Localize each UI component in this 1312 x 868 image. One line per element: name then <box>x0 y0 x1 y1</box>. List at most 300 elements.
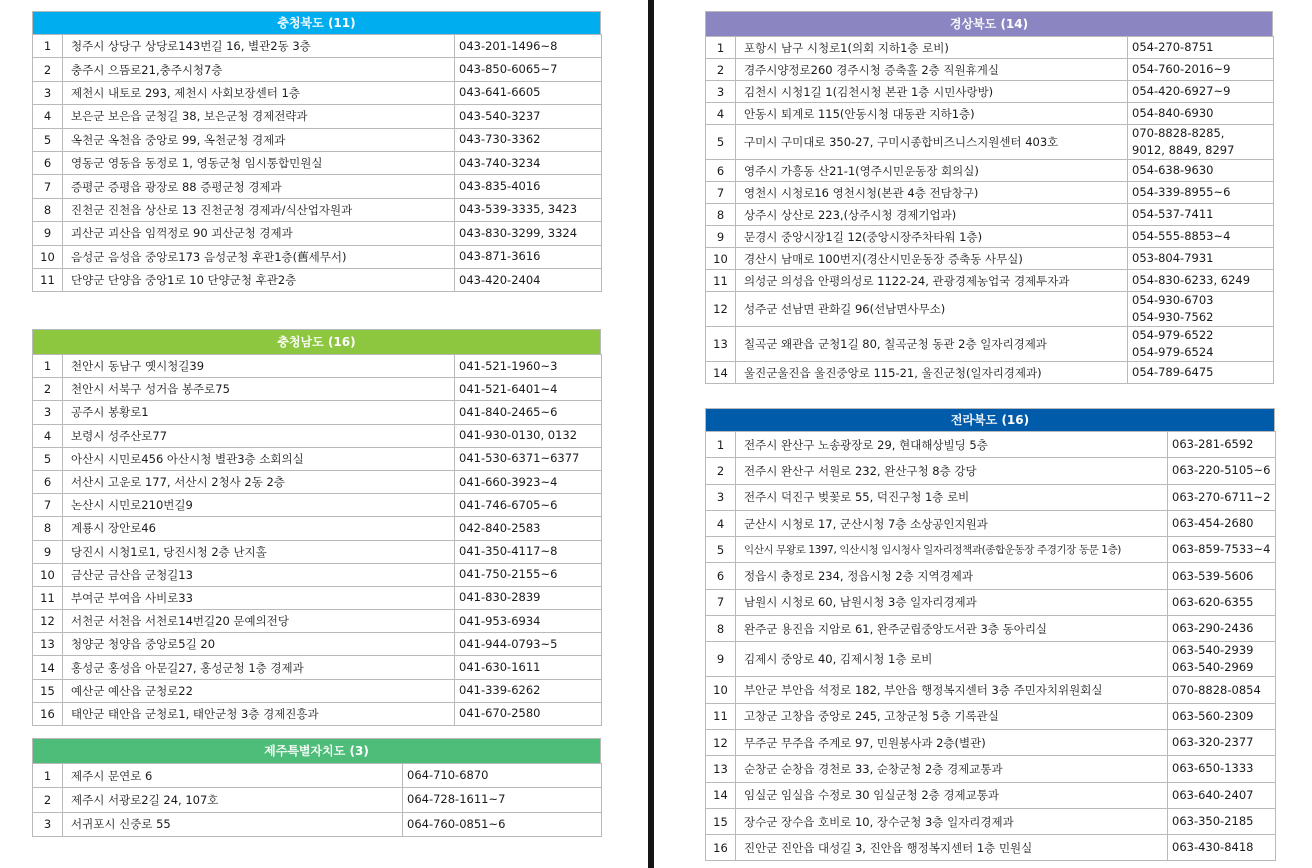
address-cell: 영동군 영동읍 동정로 1, 영동군청 임시통합민원실 <box>63 151 455 174</box>
phone-cell <box>455 128 602 151</box>
phone-number: 063-290-2436 <box>1172 621 1254 636</box>
table-row <box>706 808 1276 834</box>
address-cell: 증평군 증평읍 광장로 88 증평군청 경제과 <box>63 175 455 198</box>
phone-number: 063-281-6592 <box>1172 437 1254 452</box>
table-row <box>33 58 602 81</box>
phone-number: 063-540-2939 <box>1172 643 1254 658</box>
address-cell: 경주시양정로260 경주시청 증축홀 2층 직원휴게실 <box>736 59 1128 81</box>
row-number: 2 <box>33 788 63 812</box>
phone-cell <box>1168 756 1276 782</box>
phone-number: 043-201-1496~8 <box>459 38 558 53</box>
table-row <box>33 656 602 679</box>
table-row <box>706 616 1276 642</box>
phone-number: 054-555-8853~4 <box>1132 229 1231 243</box>
phone-cell <box>1168 677 1276 703</box>
address-cell: 성주군 선남면 관화길 96(선남면사무소) <box>736 292 1128 327</box>
phone-cell <box>1128 103 1274 125</box>
phone-cell <box>455 378 602 401</box>
phone-cell <box>455 586 602 609</box>
row-number: 6 <box>33 151 63 174</box>
phone-number: 063-430-8418 <box>1172 840 1254 855</box>
table-row <box>706 729 1276 755</box>
table-row <box>33 268 602 291</box>
table-row <box>33 494 602 517</box>
table-row <box>706 432 1276 458</box>
table-row <box>33 245 602 268</box>
row-number: 9 <box>33 222 63 245</box>
phone-cell <box>455 268 602 291</box>
phone-number: 041-830-2839 <box>459 590 541 605</box>
region-header <box>705 408 1275 431</box>
phone-number: 041-521-1960~3 <box>459 358 558 373</box>
row-number: 11 <box>33 268 63 291</box>
table-row <box>33 222 602 245</box>
row-number: 2 <box>706 59 736 81</box>
row-number: 10 <box>706 248 736 270</box>
region-count: (16) <box>1001 413 1030 427</box>
table-row <box>33 35 602 58</box>
address-cell: 칠곡군 왜관읍 군청1길 80, 칠곡군청 동관 2층 일자리경제과 <box>736 327 1128 362</box>
address-cell: 진안군 진안읍 대성길 3, 진안읍 행정복지센터 1층 민원실 <box>736 835 1168 861</box>
phone-number: 054-979-6524 <box>1132 345 1214 359</box>
phone-number: 054-930-6703 <box>1132 293 1214 307</box>
address-cell: 단양군 단양읍 중앙1로 10 단양군청 후관2층 <box>63 268 455 291</box>
phone-cell <box>1128 160 1274 182</box>
phone-number: 063-650-1333 <box>1172 761 1254 776</box>
row-number: 8 <box>33 517 63 540</box>
table-row <box>33 470 602 493</box>
row-number: 4 <box>33 105 63 128</box>
address-cell: 보은군 보은읍 군청길 38, 보은군청 경제전략과 <box>63 105 455 128</box>
address-cell: 의성군 의성읍 안평의성로 1122-24, 관광경제농업국 경제투자과 <box>736 270 1128 292</box>
table-row <box>33 378 602 401</box>
table-row <box>33 788 602 812</box>
phone-number: 043-835-4016 <box>459 179 541 194</box>
phone-cell <box>1128 362 1274 384</box>
region-table <box>32 354 602 726</box>
phone-number: 054-638-9630 <box>1132 163 1214 177</box>
row-number: 8 <box>33 198 63 221</box>
row-number: 10 <box>706 677 736 703</box>
phone-cell <box>455 540 602 563</box>
region-table-jeonbuk <box>705 408 1275 861</box>
region-count: (14) <box>1000 17 1029 31</box>
table-row <box>706 537 1276 563</box>
phone-number: 041-670-2580 <box>459 706 541 721</box>
address-cell: 논산시 시민로210번길9 <box>63 494 455 517</box>
row-number: 12 <box>706 292 736 327</box>
address-cell: 서귀포시 신중로 55 <box>63 812 403 836</box>
phone-number: 054-420-6927~9 <box>1132 84 1231 98</box>
row-number: 4 <box>706 103 736 125</box>
row-number: 13 <box>706 327 736 362</box>
phone-cell <box>1128 248 1274 270</box>
address-cell: 전주시 덕진구 벚꽃로 55, 덕진구청 1층 로비 <box>736 484 1168 510</box>
table-row <box>33 540 602 563</box>
table-row <box>706 292 1274 327</box>
phone-cell <box>455 633 602 656</box>
phone-cell <box>1168 729 1276 755</box>
table-row <box>33 401 602 424</box>
phone-number: 041-339-6262 <box>459 683 541 698</box>
phone-number: 063-859-7533~4 <box>1172 542 1271 557</box>
row-number: 6 <box>706 160 736 182</box>
table-row <box>706 484 1276 510</box>
row-number: 6 <box>33 470 63 493</box>
table-row <box>33 633 602 656</box>
address-cell: 영천시 시청로16 영천시청(본관 4층 전담창구) <box>736 182 1128 204</box>
phone-number: 054-270-8751 <box>1132 40 1214 54</box>
phone-number: 054-760-2016~9 <box>1132 62 1231 76</box>
phone-cell <box>1128 182 1274 204</box>
address-cell: 공주시 봉황로1 <box>63 401 455 424</box>
table-row <box>706 756 1276 782</box>
phone-cell <box>1168 510 1276 536</box>
address-cell: 서천군 서천읍 서천로14번길20 문예의전당 <box>63 610 455 633</box>
address-cell: 충주시 으뜸로21,충주시청7층 <box>63 58 455 81</box>
region-header <box>32 738 601 763</box>
phone-number: 043-420-2404 <box>459 272 541 287</box>
phone-cell <box>1168 589 1276 615</box>
phone-cell <box>1168 835 1276 861</box>
phone-number: 063-270-6711~2 <box>1172 489 1271 504</box>
address-cell: 부여군 부여읍 사비로33 <box>63 586 455 609</box>
address-cell: 보령시 성주산로77 <box>63 424 455 447</box>
phone-number: 043-539-3335, 3423 <box>459 202 578 217</box>
phone-cell <box>455 222 602 245</box>
table-row <box>33 517 602 540</box>
phone-cell <box>455 151 602 174</box>
phone-cell <box>455 563 602 586</box>
address-cell: 진천군 진천읍 상산로 13 진천군청 경제과/식산업자원과 <box>63 198 455 221</box>
row-number: 2 <box>33 58 63 81</box>
phone-cell <box>403 764 602 788</box>
phone-cell <box>455 424 602 447</box>
row-number: 13 <box>706 756 736 782</box>
phone-cell <box>1128 327 1274 362</box>
address-cell: 순창군 순창읍 경천로 33, 순창군청 2층 경제교통과 <box>736 756 1168 782</box>
phone-cell <box>1128 204 1274 226</box>
phone-cell <box>1168 458 1276 484</box>
row-number: 2 <box>706 458 736 484</box>
row-number: 11 <box>706 270 736 292</box>
phone-cell <box>1128 125 1274 160</box>
region-header <box>32 329 601 354</box>
phone-cell <box>403 812 602 836</box>
table-row <box>706 458 1276 484</box>
address-cell: 부안군 부안읍 석정로 182, 부안읍 행정복지센터 3층 주민자치위원회실 <box>736 677 1168 703</box>
region-header <box>32 11 601 34</box>
phone-number: 063-220-5105~6 <box>1172 463 1271 478</box>
row-number: 5 <box>706 537 736 563</box>
address-cell: 정읍시 충정로 234, 정읍시청 2층 지역경제과 <box>736 563 1168 589</box>
region-count: (3) <box>349 744 369 758</box>
table-row <box>33 424 602 447</box>
address-cell: 제주시 문연로 6 <box>63 764 403 788</box>
phone-number: 043-641-6605 <box>459 85 541 100</box>
table-row <box>33 563 602 586</box>
table-row <box>706 642 1276 677</box>
region-table <box>32 34 602 292</box>
phone-number: 054-840-6930 <box>1132 106 1214 120</box>
table-row <box>33 447 602 470</box>
phone-number: 043-730-3362 <box>459 132 541 147</box>
phone-cell <box>1168 642 1276 677</box>
address-cell: 옥천군 옥천읍 중앙로 99, 옥천군청 경제과 <box>63 128 455 151</box>
phone-number: 063-454-2680 <box>1172 516 1254 531</box>
region-header <box>705 11 1273 36</box>
phone-number: 070-8828-8285, <box>1132 126 1225 140</box>
region-table-chungnam <box>32 329 601 726</box>
phone-number: 063-620-6355 <box>1172 594 1254 609</box>
address-cell: 경산시 남매로 100번지(경산시민운동장 증축동 사무실) <box>736 248 1128 270</box>
address-cell: 안동시 퇴계로 115(안동시청 대동관 지하1층) <box>736 103 1128 125</box>
table-row <box>706 37 1274 59</box>
address-cell: 완주군 용진읍 지암로 61, 완주군립중앙도서관 3층 동아리실 <box>736 616 1168 642</box>
phone-number: 041-750-2155~6 <box>459 567 558 582</box>
row-number: 3 <box>706 484 736 510</box>
row-number: 1 <box>33 35 63 58</box>
row-number: 4 <box>33 424 63 447</box>
phone-number: 054-339-8955~6 <box>1132 185 1231 199</box>
table-row <box>706 270 1274 292</box>
phone-number: 053-804-7931 <box>1132 251 1214 265</box>
phone-number: 041-953-6934 <box>459 613 541 628</box>
phone-number: 063-640-2407 <box>1172 787 1254 802</box>
table-row <box>706 81 1274 103</box>
phone-number: 041-746-6705~6 <box>459 497 558 512</box>
phone-number: 043-850-6065~7 <box>459 62 558 77</box>
phone-number: 064-760-0851~6 <box>407 816 506 831</box>
phone-cell <box>1168 616 1276 642</box>
region-table-jeju <box>32 738 601 837</box>
phone-number: 043-830-3299, 3324 <box>459 225 578 240</box>
phone-number: 041-840-2465~6 <box>459 404 558 419</box>
table-row <box>33 175 602 198</box>
table-row <box>706 703 1276 729</box>
row-number: 7 <box>706 182 736 204</box>
phone-cell <box>455 702 602 725</box>
address-cell: 청주시 상당구 상당로143번길 16, 별관2동 3층 <box>63 35 455 58</box>
table-row <box>33 355 602 378</box>
address-cell: 김제시 중앙로 40, 김제시청 1층 로비 <box>736 642 1168 677</box>
phone-cell <box>1168 563 1276 589</box>
row-number: 7 <box>706 589 736 615</box>
row-number: 15 <box>706 808 736 834</box>
region-count: (11) <box>327 16 356 30</box>
table-row <box>706 160 1274 182</box>
table-row <box>33 81 602 104</box>
phone-cell <box>1168 537 1276 563</box>
phone-number: 043-540-3237 <box>459 108 541 123</box>
table-row <box>33 198 602 221</box>
phone-number: 063-350-2185 <box>1172 814 1254 828</box>
phone-cell <box>455 447 602 470</box>
region-table <box>32 763 602 837</box>
table-row <box>706 248 1274 270</box>
phone-number: 042-840-2583 <box>459 520 541 535</box>
table-row <box>33 586 602 609</box>
address-cell: 임실군 임실읍 수정로 30 임실군청 2층 경제교통과 <box>736 782 1168 808</box>
row-number: 16 <box>33 702 63 725</box>
phone-cell <box>403 788 602 812</box>
row-number: 9 <box>33 540 63 563</box>
address-cell: 금산군 금산읍 군청길13 <box>63 563 455 586</box>
address-cell: 계룡시 장안로46 <box>63 517 455 540</box>
address-cell: 전주시 완산구 서원로 232, 완산구청 8층 강당 <box>736 458 1168 484</box>
table-row <box>706 182 1274 204</box>
phone-cell <box>455 58 602 81</box>
phone-number: 070-8828-0854 <box>1172 682 1261 697</box>
row-number: 9 <box>706 642 736 677</box>
phone-number: 041-530-6371~6377 <box>459 451 580 466</box>
phone-cell <box>455 355 602 378</box>
phone-cell <box>455 517 602 540</box>
row-number: 3 <box>33 812 63 836</box>
region-name: 충청북도 <box>277 16 324 30</box>
phone-number: 054-979-6522 <box>1132 328 1214 342</box>
address-cell: 괴산군 괴산읍 임꺽정로 90 괴산군청 경제과 <box>63 222 455 245</box>
page-divider <box>648 0 654 868</box>
address-cell: 장수군 장수읍 호비로 10, 장수군청 3층 일자리경제과 <box>736 808 1168 834</box>
address-cell: 고창군 고창읍 중앙로 245, 고창군청 5층 기록관실 <box>736 703 1168 729</box>
row-number: 7 <box>33 175 63 198</box>
table-row <box>706 835 1276 861</box>
address-cell: 서산시 고운로 177, 서산시 2청사 2동 2층 <box>63 470 455 493</box>
phone-cell <box>455 35 602 58</box>
address-cell: 음성군 음성읍 중앙로173 음성군청 후관1층(舊세무서) <box>63 245 455 268</box>
table-row <box>33 702 602 725</box>
address-cell: 익산시 무왕로 1397, 익산시청 임시청사 일자리정책과(종합운동장 주경기장 동문 1층) <box>736 537 1168 563</box>
row-number: 10 <box>33 563 63 586</box>
address-cell: 김천시 시청1길 1(김천시청 본관 1층 시민사랑방) <box>736 81 1128 103</box>
phone-number: 054-930-7562 <box>1132 310 1214 324</box>
phone-number: 043-740-3234 <box>459 155 541 170</box>
address-cell: 태안군 태안읍 군청로1, 태안군청 3층 경제진흥과 <box>63 702 455 725</box>
address-cell: 남원시 시청로 60, 남원시청 3층 일자리경제과 <box>736 589 1168 615</box>
region-name: 전라북도 <box>950 413 998 427</box>
row-number: 14 <box>706 782 736 808</box>
row-number: 13 <box>33 633 63 656</box>
row-number: 3 <box>33 81 63 104</box>
phone-number: 041-350-4117~8 <box>459 544 558 559</box>
region-table-gyeongbuk <box>705 11 1273 384</box>
address-cell: 무주군 무주읍 주계로 97, 민원봉사과 2층(별관) <box>736 729 1168 755</box>
row-number: 6 <box>706 563 736 589</box>
row-number: 12 <box>706 729 736 755</box>
row-number: 5 <box>33 447 63 470</box>
address-cell: 제천시 내토로 293, 제천시 사회보장센터 1층 <box>63 81 455 104</box>
table-row <box>706 204 1274 226</box>
phone-cell <box>1168 484 1276 510</box>
phone-cell <box>455 81 602 104</box>
phone-number: 054-830-6233, 6249 <box>1132 273 1251 287</box>
table-row <box>33 128 602 151</box>
phone-number: 063-320-2377 <box>1172 735 1254 750</box>
table-row <box>33 151 602 174</box>
row-number: 11 <box>706 703 736 729</box>
table-row <box>706 677 1276 703</box>
phone-number: 063-560-2309 <box>1172 708 1254 723</box>
table-row <box>33 764 602 788</box>
table-row <box>706 510 1276 536</box>
phone-cell <box>455 610 602 633</box>
phone-cell <box>455 401 602 424</box>
table-row <box>706 563 1276 589</box>
address-cell: 홍성군 홍성읍 아문길27, 홍성군청 1층 경제과 <box>63 656 455 679</box>
table-row <box>706 782 1276 808</box>
phone-cell <box>455 105 602 128</box>
region-table-chungbuk <box>32 11 601 292</box>
row-number: 8 <box>706 616 736 642</box>
row-number: 16 <box>706 835 736 861</box>
row-number: 9 <box>706 226 736 248</box>
address-cell: 문경시 중앙시장1길 12(중앙시장주차타워 1층) <box>736 226 1128 248</box>
row-number: 1 <box>33 355 63 378</box>
phone-number: 041-930-0130, 0132 <box>459 428 578 443</box>
address-cell: 군산시 시청로 17, 군산시청 7층 소상공인지원과 <box>736 510 1168 536</box>
phone-cell <box>1128 37 1274 59</box>
table-row <box>33 812 602 836</box>
row-number: 7 <box>33 494 63 517</box>
phone-number: 054-789-6475 <box>1132 365 1214 379</box>
phone-cell <box>1168 432 1276 458</box>
table-row <box>706 589 1276 615</box>
phone-cell <box>1128 292 1274 327</box>
region-table <box>705 431 1276 861</box>
region-table <box>705 36 1274 384</box>
phone-number: 041-521-6401~4 <box>459 381 558 396</box>
phone-number: 064-710-6870 <box>407 768 489 783</box>
row-number: 2 <box>33 378 63 401</box>
table-row <box>706 226 1274 248</box>
address-cell: 청양군 청양읍 중앙로5길 20 <box>63 633 455 656</box>
row-number: 12 <box>33 610 63 633</box>
row-number: 1 <box>33 764 63 788</box>
phone-number: 041-630-1611 <box>459 660 541 675</box>
phone-cell <box>455 198 602 221</box>
address-cell: 당진시 시청1로1, 당진시청 2층 난지홀 <box>63 540 455 563</box>
phone-number: 064-728-1611~7 <box>407 792 506 807</box>
table-row <box>33 679 602 702</box>
region-name: 충청남도 <box>277 335 324 349</box>
address-cell: 전주시 완산구 노송광장로 29, 현대해상빌딩 5층 <box>736 432 1168 458</box>
row-number: 14 <box>33 656 63 679</box>
phone-cell <box>1128 81 1274 103</box>
row-number: 10 <box>33 245 63 268</box>
region-name: 경상북도 <box>949 17 997 31</box>
region-name: 제주특별자치도 <box>264 744 346 758</box>
phone-number: 043-871-3616 <box>459 249 541 264</box>
row-number: 1 <box>706 432 736 458</box>
table-row <box>706 362 1274 384</box>
phone-cell <box>1128 59 1274 81</box>
address-cell: 영주시 가흥동 산21-1(영주시민운동장 회의실) <box>736 160 1128 182</box>
table-row <box>706 59 1274 81</box>
phone-number: 041-660-3923~4 <box>459 474 558 489</box>
table-row <box>706 103 1274 125</box>
phone-number: 054-537-7411 <box>1132 207 1214 221</box>
phone-cell <box>455 494 602 517</box>
table-row <box>33 610 602 633</box>
address-cell: 구미시 구미대로 350-27, 구미시종합비즈니스지원센터 403호 <box>736 125 1128 160</box>
table-row <box>706 125 1274 160</box>
row-number: 11 <box>33 586 63 609</box>
row-number: 15 <box>33 679 63 702</box>
address-cell: 예산군 예산읍 군청로22 <box>63 679 455 702</box>
row-number: 3 <box>706 81 736 103</box>
phone-cell <box>455 679 602 702</box>
